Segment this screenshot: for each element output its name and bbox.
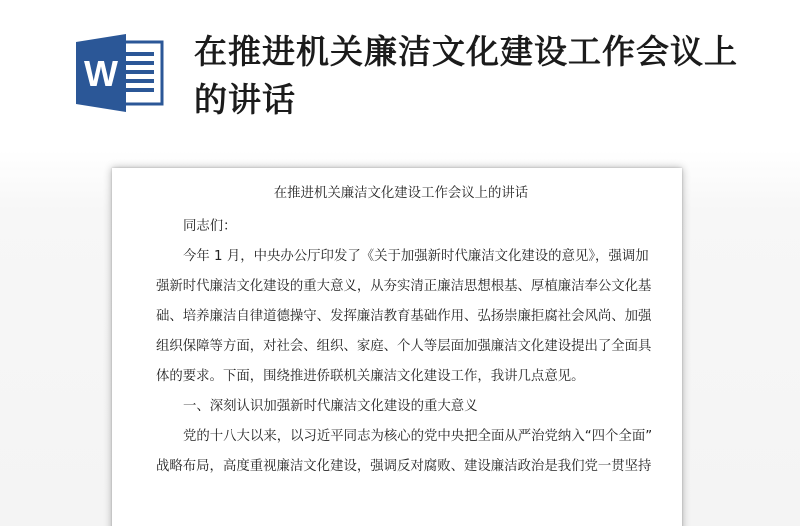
header [0,0,800,150]
word-document-icon [76,34,164,112]
salutation: 同志们： [183,219,237,234]
paragraph1-line: 强新时代廉洁文化建设的重大意义，从夯实清正廉洁思想根基、厚植廉洁奉公文化基 [156,279,652,294]
word-icon-letter: W [84,53,118,94]
document-page-preview [112,168,682,526]
paragraph1-line: 础、培养廉洁自律道德操守、发挥廉洁教育基础作用、弘扬崇廉拒腐社会风尚、加强 [156,309,652,324]
document-title: 在推进机关廉洁文化建设工作会议上的讲话 [194,32,738,119]
document-body [156,182,653,482]
paragraph2-line: 党的十八大以来，以习近平同志为核心的党中央把全面从严治党纳入“四个全面” [183,429,653,444]
paragraph2-line: 战略布局，高度重视廉洁文化建设，强调反对腐败、建设廉洁政治是我们党一贯坚持 [156,459,652,474]
paragraph1-line: 组织保障等方面，对社会、组织、家庭、个人等层面加强廉洁文化建设提出了全面具 [156,339,652,354]
paragraph1-line: 体的要求。下面，围绕推进侨联机关廉洁文化建设工作，我讲几点意见。 [156,369,585,384]
section-heading: 一、深刻认识加强新时代廉洁文化建设的重大意义 [183,399,478,414]
paragraph1-line: 今年 1 月，中央办公厅印发了《关于加强新时代廉洁文化建设的意见》，强调加 [183,249,649,264]
body-title: 在推进机关廉洁文化建设工作会议上的讲话 [273,186,529,201]
